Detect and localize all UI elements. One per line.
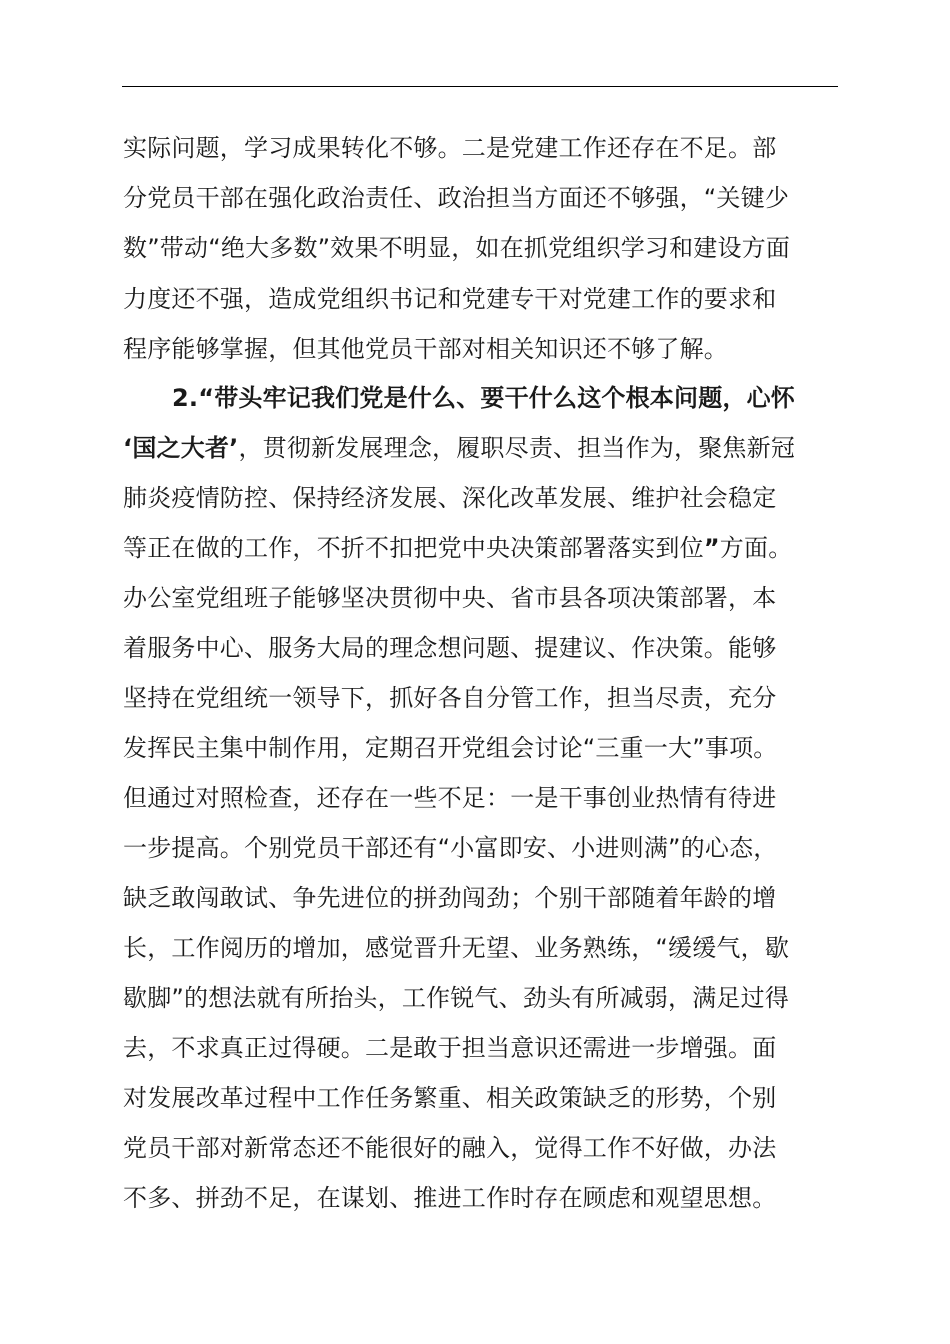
- text-line: 党员干部对新常态还不能很好的融入，觉得工作不好做，办法: [123, 1134, 777, 1162]
- section-heading-line: [123, 533, 792, 563]
- header-rule: [122, 86, 838, 87]
- text-line: 办公室党组班子能够坚决贯彻中央、省市县各项决策部署，本: [123, 584, 777, 612]
- text-line: 对发展改革过程中工作任务繁重、相关政策缺乏的形势，个别: [123, 1084, 777, 1112]
- text-line: 数”带动“绝大多数”效果不明显，如在抓党组织学习和建设方面: [123, 234, 791, 262]
- section-heading-suffix: 方面。: [719, 534, 793, 562]
- section-heading-text: 等正在做的工作，不折不扣把党中央决策部署落实到位: [123, 534, 704, 562]
- text-line: 程序能够掌握，但其他党员干部对相关知识还不够了解。: [123, 335, 728, 363]
- text-line: 实际问题，学习成果转化不够。二是党建工作还存在不足。部: [123, 134, 777, 162]
- text-line: 坚持在党组统一领导下，抓好各自分管工作，担当尽责，充分: [123, 684, 777, 712]
- text-line: 歇脚”的想法就有所抬头，工作锐气、劲头有所减弱，满足过得: [123, 984, 790, 1012]
- section-heading-text: ，贯彻新发展理念，履职尽责、担当作为，聚焦新冠: [238, 434, 796, 462]
- text-line: 发挥民主集中制作用，定期召开党组会讨论“三重一大”事项。: [123, 734, 778, 762]
- text-line: 分党员干部在强化政治责任、政治担当方面还不够强，“关键少: [123, 184, 790, 212]
- section-number: 2.: [172, 384, 199, 412]
- section-heading-line: [172, 383, 795, 413]
- text-line: 但通过对照检查，还存在一些不足：一是干事创业热情有待进: [123, 784, 777, 812]
- text-line: 一步提高。个别党员干部还有“小富即安、小进则满”的心态，: [123, 834, 778, 862]
- text-line: 长，工作阅历的增加，感觉晋升无望、业务熟练，“缓缓气，歇: [123, 934, 790, 962]
- text-line: 去，不求真正过得硬。二是敢于担当意识还需进一步增强。面: [123, 1034, 777, 1062]
- text-line: 着服务中心、服务大局的理念想问题、提建议、作决策。能够: [123, 634, 777, 662]
- section-heading-quote: ‘国之大者’: [123, 434, 239, 462]
- text-line: 不多、拼劲不足，在谋划、推进工作时存在顾虑和观望思想。: [123, 1184, 777, 1212]
- text-line: 缺乏敢闯敢试、争先进位的拼劲闯劲；个别干部随着年龄的增: [123, 884, 777, 912]
- section-heading-line: 肺炎疫情防控、保持经济发展、深化改革发展、维护社会稳定: [123, 484, 777, 512]
- section-heading-close-quote: ”: [703, 534, 720, 562]
- text-line: 力度还不强，造成党组织书记和党建专干对党建工作的要求和: [123, 285, 777, 313]
- section-heading-line: [123, 433, 795, 463]
- section-heading-text: “带头牢记我们党是什么、要干什么这个根本问题，心怀: [198, 384, 795, 412]
